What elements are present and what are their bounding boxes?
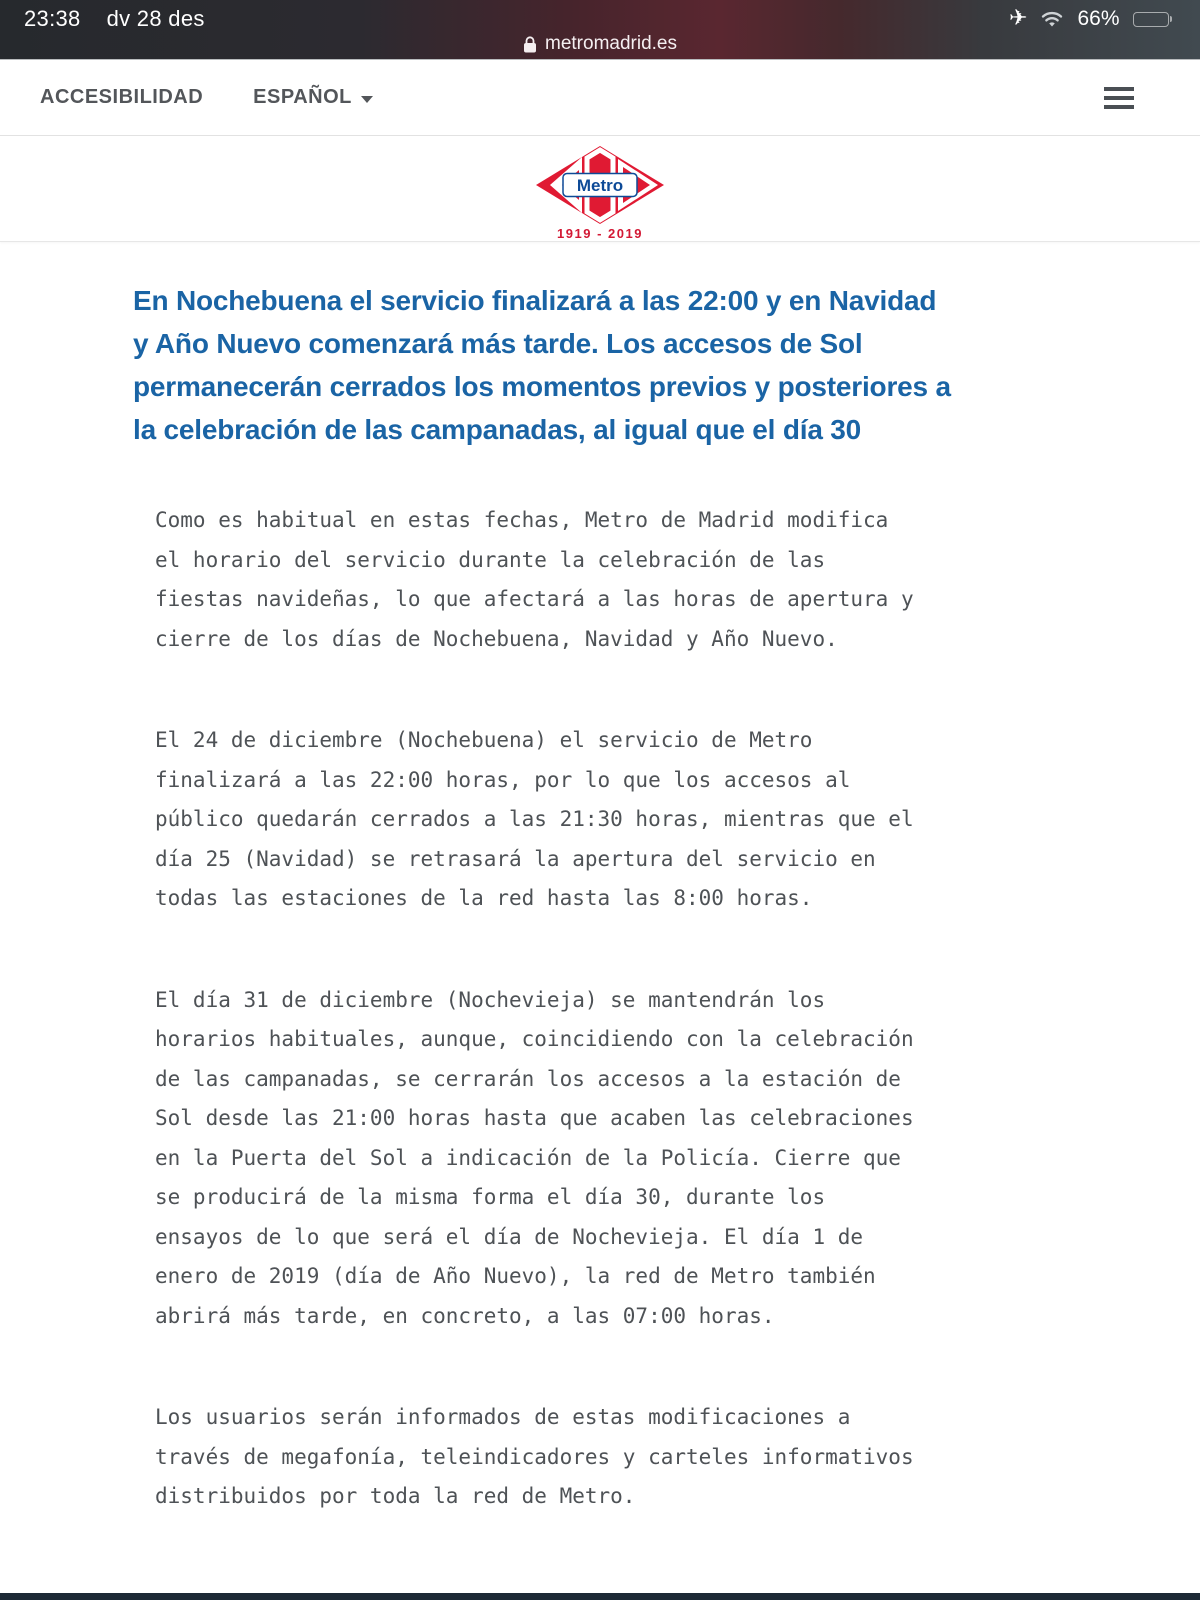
metro-madrid-logo[interactable]	[536, 146, 664, 224]
accessibility-label: ACCESIBILIDAD	[40, 86, 204, 108]
nav-links	[40, 86, 373, 109]
battery-percent: 66%	[1077, 7, 1120, 30]
url-bar[interactable]	[0, 30, 1200, 58]
battery-icon	[1133, 12, 1173, 27]
article-paragraph: El día 31 de diciembre (Nochevieja) se mantendrán los horarios habituales, aunque, coincidiendo con la celebración de las campanadas, se cerrarán los accesos a la estación de Sol desde las 21:00 horas hasta que acaben las celebraciones en la Puerta del Sol a indicación de la Policía. Cierre que se producirá de la misma forma el día 30, durante los ensayos de lo que será el día de Nochevieja. El día 1 de enero de 2019 (día de Año Nuevo), la red de Metro también abrirá más tarde, en concreto, a las 07:00 horas.	[155, 987, 914, 1328]
hamburger-menu-icon[interactable]	[1104, 87, 1134, 109]
article	[0, 242, 1200, 1517]
site-navbar	[0, 60, 1200, 136]
airplane-mode-icon: ✈	[1009, 5, 1028, 30]
article-headline: En Nochebuena el servicio finalizará a las 22:00 y en Navidad y Año Nuevo comenzará más tarde. Los accesos de Sol permanecerán cerrados los momentos previos y posteriores a la celebración de las campanadas, al igual que el día 30	[133, 285, 951, 445]
anniversary-label: 1919 - 2019	[557, 226, 643, 241]
padlock-icon	[523, 36, 537, 53]
status-bar	[0, 0, 1200, 60]
article-body	[155, 501, 1200, 1517]
language-label: ESPAÑOL	[253, 86, 352, 108]
article-paragraph: El 24 de diciembre (Nochebuena) el servicio de Metro finalizará a las 22:00 horas, por lo que los accesos al público quedarán cerrados a las 21:30 horas, mientras que el día 25 (Navidad) se retrasará la apertura del servicio en todas las estaciones de la red hasta las 8:00 horas.	[155, 728, 914, 910]
chevron-down-icon	[361, 96, 373, 103]
article-paragraph: Como es habitual en estas fechas, Metro de Madrid modifica el horario del servicio durante la celebración de las fiestas navideñas, lo que afectará a las horas de apertura y cierre de los días de Nochebuena, Navidad y Año Nuevo.	[155, 508, 914, 651]
url-text: metromadrid.es	[545, 33, 677, 54]
status-left	[24, 6, 205, 32]
language-selector[interactable]	[253, 86, 373, 109]
site-header	[0, 136, 1200, 242]
metro-wordmark: Metro	[576, 176, 624, 195]
clock: 23:38	[24, 6, 81, 31]
status-right	[1009, 7, 1172, 31]
wifi-icon	[1040, 10, 1064, 28]
date: dv 28 des	[106, 6, 205, 31]
footer-top-edge	[0, 1593, 1200, 1600]
article-paragraph: Los usuarios serán informados de estas modificaciones a través de megafonía, teleindicadores y carteles informativos distribuidos por toda la red de Metro.	[155, 1405, 914, 1508]
accessibility-link[interactable]	[40, 86, 203, 109]
